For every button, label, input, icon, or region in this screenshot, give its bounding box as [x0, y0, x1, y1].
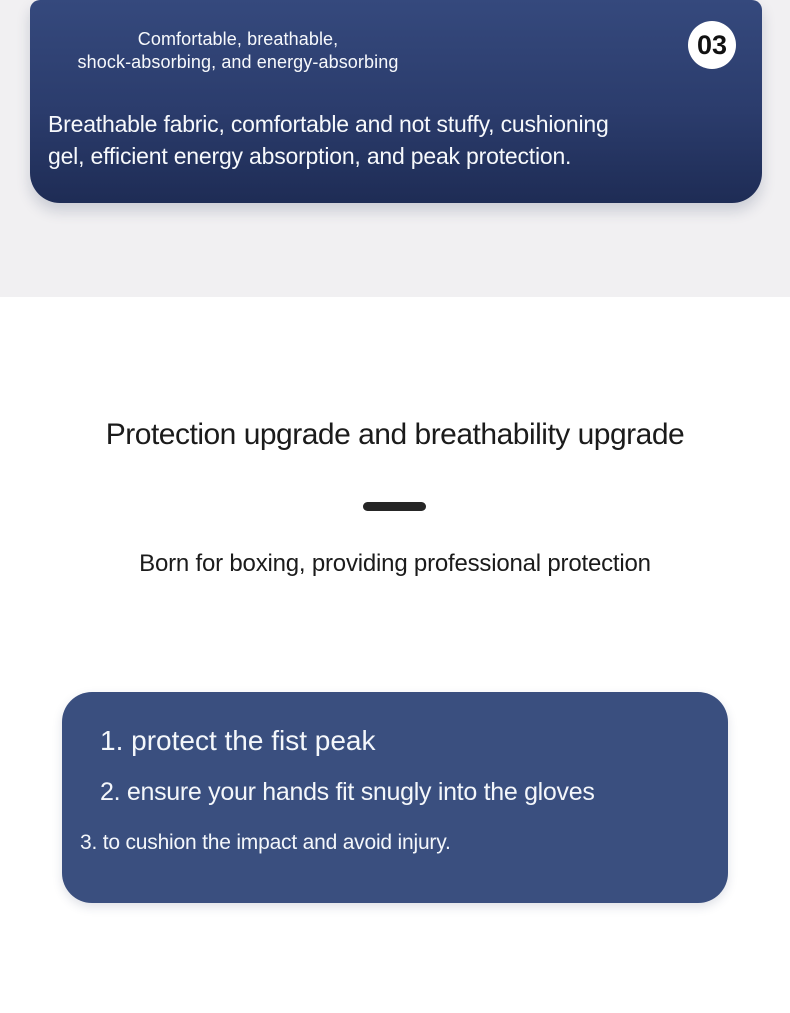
feature-card-body-line-2: gel, efficient energy absorption, and peak protection. — [48, 143, 572, 169]
feature-card-03 — [30, 0, 762, 203]
section-divider — [363, 502, 426, 511]
feature-card-title-line-2: shock-absorbing, and energy-absorbing — [77, 52, 399, 72]
section-heading: Protection upgrade and breathability upgrade — [105, 418, 685, 451]
feature-card-title-line-1: Comfortable, breathable, — [137, 29, 339, 49]
benefit-item-3: 3. to cushion the impact and avoid injury. — [80, 831, 451, 854]
section-subheading: Born for boxing, providing professional protection — [139, 550, 651, 577]
feature-card-body-line-1: Breathable fabric, comfortable and not stuffy, cushioning — [48, 111, 609, 137]
badge-number: 03 — [688, 21, 736, 69]
benefit-item-2: 2. ensure your hands fit snugly into the gloves — [100, 778, 595, 806]
benefits-card — [62, 692, 728, 903]
feature-card-title — [30, 28, 446, 74]
benefit-item-1: 1. protect the fist peak — [100, 725, 376, 756]
feature-card-body — [48, 108, 609, 172]
